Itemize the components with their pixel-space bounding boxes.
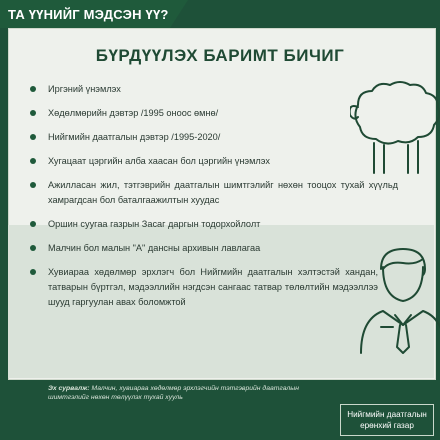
bullet-icon — [30, 134, 36, 140]
source-label: Эх сурвалж: — [48, 385, 90, 392]
list-item — [30, 82, 355, 97]
list-item — [30, 130, 355, 145]
list-item — [30, 217, 355, 232]
list-item-text: Малчин бол малын "А" дансны архивын лавлагаа — [48, 243, 261, 253]
bullet-icon — [30, 158, 36, 164]
list-item-text: Хугацаат цэргийн алба хаасан бол цэргийн үнэмлэх — [48, 156, 270, 166]
bullet-icon — [30, 221, 36, 227]
list-item-text: Иргэний үнэмлэх — [48, 84, 121, 94]
page-title: БҮРДҮҮЛЭХ БАРИМТ БИЧИГ — [95, 46, 345, 65]
list-item — [30, 154, 355, 169]
org-name-line1: Нийгмийн даатгалын — [347, 410, 427, 419]
list-item-text: Хөдөлмөрийн дэвтэр /1995 оноос өмнө/ — [48, 108, 219, 118]
header-tab — [0, 0, 170, 28]
bullet-icon — [30, 269, 36, 275]
list-item — [30, 241, 355, 256]
org-name-line2: ерөнхий газар — [360, 421, 414, 430]
list-item — [30, 265, 378, 310]
bullet-icon — [30, 245, 36, 251]
man-in-suit-icon — [355, 245, 440, 355]
source-text: Малчин, хувиараа хөдөлмөр эрхлэгчийн тэтгэврийн даатгалын шимтгэлийг нөхөн төлүүлэх тухай хууль — [48, 385, 299, 401]
list-item — [30, 178, 398, 208]
document-list — [30, 82, 398, 319]
header-notch — [170, 0, 188, 28]
list-item — [30, 106, 355, 121]
list-item-text: Оршин суугаа газрын Засаг даргын тодорхойлолт — [48, 219, 261, 229]
bullet-icon — [30, 86, 36, 92]
header-label: ТА ҮҮНИЙГ МЭДСЭН ҮҮ? — [8, 6, 169, 22]
bullet-icon — [30, 110, 36, 116]
source-note — [48, 384, 328, 402]
sheep-icon — [350, 55, 440, 185]
bullet-icon — [30, 182, 36, 188]
list-item-text: Ажилласан жил, тэтгэврийн даатгалын шимтгэлийг нөхөн тооцох тухай хүүльд хамрагдсан бол баталгаажилтын хуудас — [48, 180, 398, 205]
org-logo-box — [340, 404, 434, 436]
list-item-text: Нийгмийн даатгалын дэвтэр /1995-2020/ — [48, 132, 221, 142]
list-item-text: Хувиараа хөдөлмөр эрхлэгч бол Нийгмийн даатгалын хэлтэстэй хандан, татварын бүртгэл, мэдээллийн нэгдсэн сангаас татвар төлөлтийн мэдээллээ шууд гаргуулан авах боломжтой — [48, 267, 378, 307]
